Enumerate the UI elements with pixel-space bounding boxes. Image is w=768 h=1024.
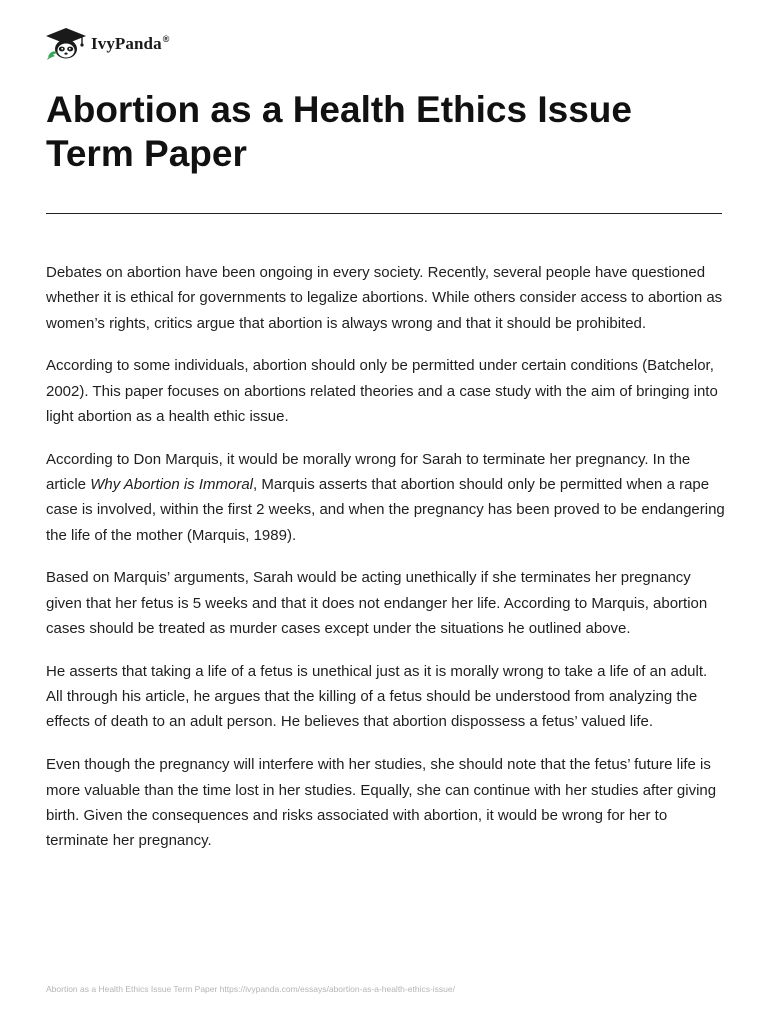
paragraph-3: [46, 447, 726, 548]
paragraph-4: Based on Marquis’ arguments, Sarah would be acting unethically if she terminates her pregnancy given that her fetus is 5 weeks and that it does not endanger her life. According to Marquis, abortion cases should be treated as murder cases except under the situations he outlined above.: [46, 569, 708, 638]
title-divider: [46, 213, 722, 214]
paragraph-2: According to some individuals, abortion should only be permitted under certain conditions (Batchelor, 2002). This paper focuses on abortions related theories and a case study with the aim of bringing into light abortion as a health ethic issue.: [46, 357, 718, 425]
paragraph-3-text-before: According to Don Marquis, it would be morally wrong for Sarah to terminate her pregnancy. In the article: [46, 450, 691, 494]
registered-mark: ®: [162, 34, 170, 45]
article-body: [46, 260, 726, 871]
graduation-cap-panda-icon: [44, 27, 88, 61]
paragraph-1: Debates on abortion have been ongoing in every society. Recently, several people have questioned whether it is ethical for governments to legalize abortions. While others consider access to abortion as women’s rights, critics argue that abortion is always wrong and that it should be prohibited.: [46, 264, 723, 332]
paragraph-3-text-after: , Marquis asserts that abortion should only be permitted when a rape case is involved, within the first 2 weeks, and when the pregnancy has been proved to be endangering the life of the mother (Marquis, 1989).: [46, 476, 725, 544]
article-title-citation: Why Abortion is Immoral: [90, 476, 254, 494]
brand-name: IvyPanda®: [91, 34, 170, 53]
paragraph-5: He asserts that taking a life of a fetus is unethical just as it is morally wrong to take a life of an adult. All through his article, he argues that the killing of a fetus should be understood from analyzing the effects of death to an adult person. He believes that abortion dispossess a fetus’ valued life.: [46, 662, 708, 731]
page-title: Abortion as a Health Ethics Issue Term Paper: [46, 89, 632, 174]
brand-logo[interactable]: [44, 27, 169, 61]
paragraph-6: Even though the pregnancy will interfere with her studies, she should note that the fetus’ future life is more valuable than the time lost in her studies. Equally, she can continue with her studies after giving birth. Given the consequences and risks associated with abortion, it would be wrong for her to terminate her pregnancy.: [46, 756, 717, 850]
footer-source-link[interactable]: Abortion as a Health Ethics Issue Term Paper https://ivypanda.com/essays/abortion-as-a-health-ethics-issue/: [46, 984, 455, 994]
